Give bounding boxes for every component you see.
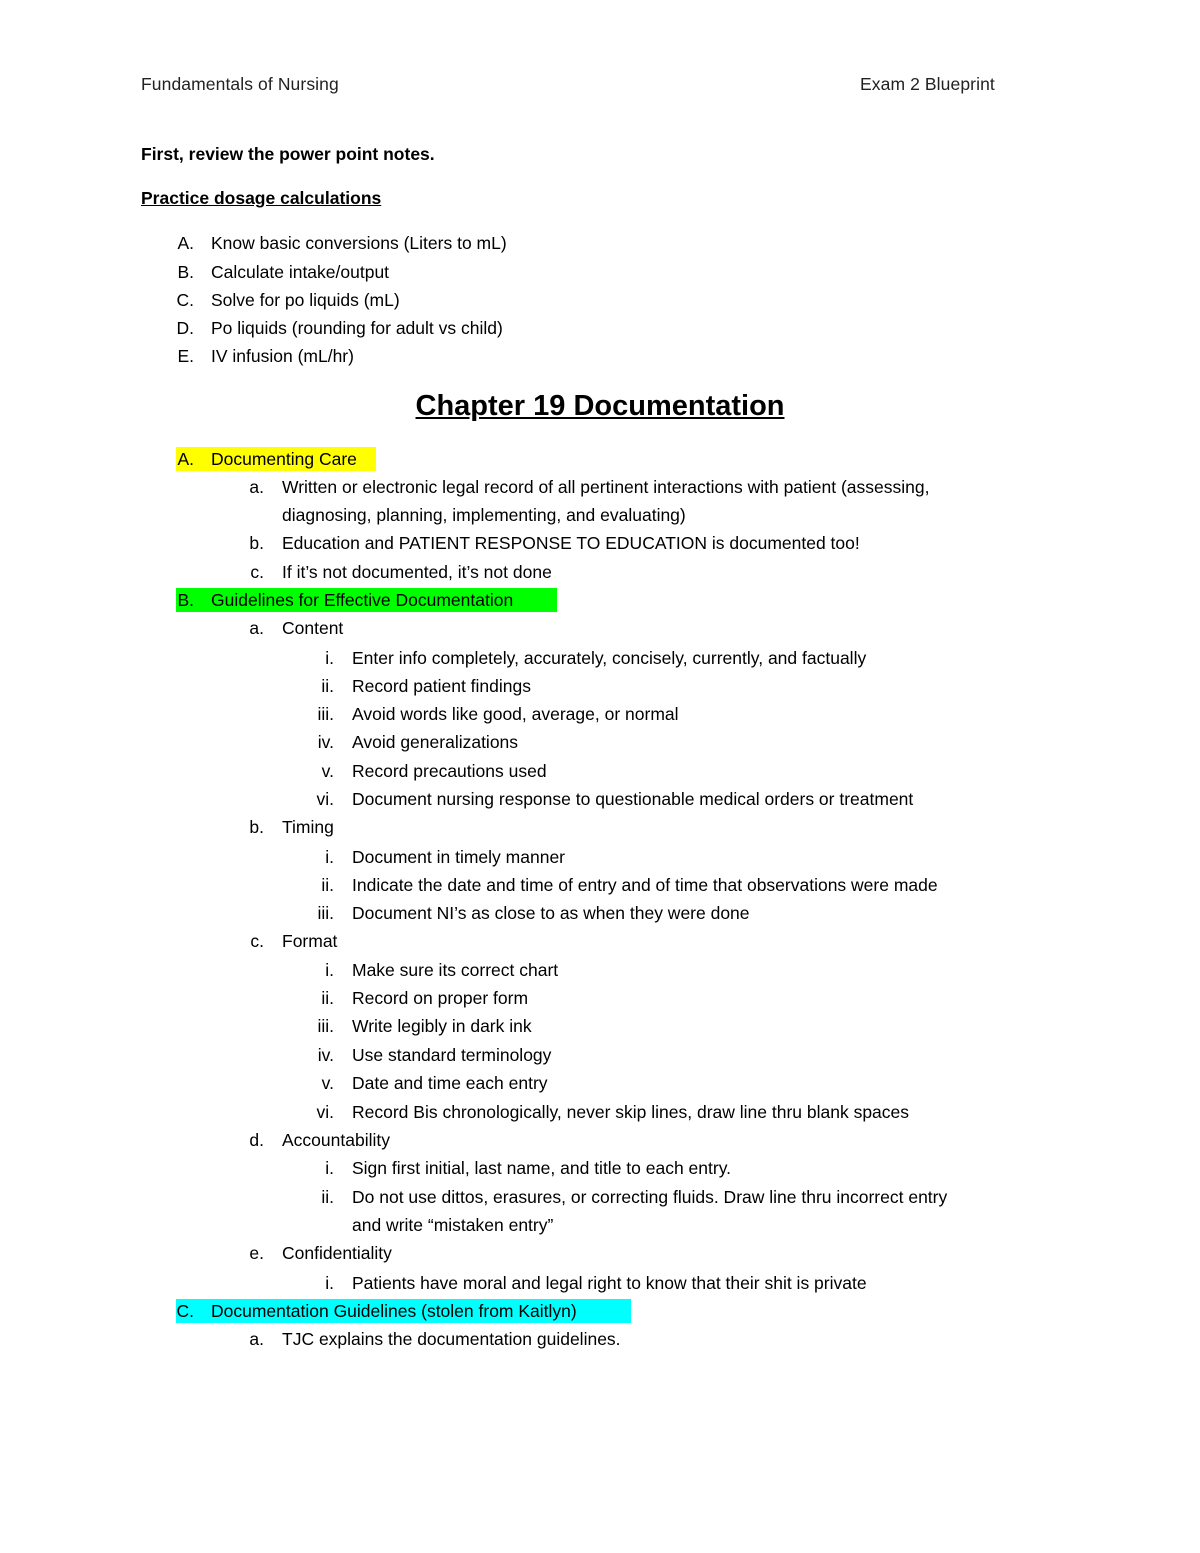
section-marker: B.: [177, 590, 194, 610]
subsection-label: Content: [282, 618, 344, 638]
section-marker: A.: [177, 449, 194, 469]
practice-heading: Practice dosage calculations: [141, 188, 382, 208]
list-marker: iv.: [317, 1045, 334, 1065]
intro-instruction: First, review the power point notes.: [141, 144, 435, 164]
list-marker: ii.: [321, 1187, 334, 1207]
section-title: Documentation Guidelines (stolen from Kaitlyn): [211, 1301, 577, 1321]
list-item-text: Sign first initial, last name, and title to each entry.: [352, 1158, 732, 1178]
list-item-text: If it’s not documented, it’s not done: [282, 562, 552, 582]
list-marker: b.: [249, 533, 264, 553]
list-item-text: Date and time each entry: [352, 1073, 548, 1093]
list-item-text: Avoid words like good, average, or normal: [352, 704, 679, 724]
list-marker: b.: [249, 817, 264, 837]
subsection-label: Accountability: [282, 1130, 390, 1150]
list-item-text: Know basic conversions (Liters to mL): [211, 233, 507, 253]
list-item-text: Record on proper form: [352, 988, 529, 1008]
header-course-title: Fundamentals of Nursing: [141, 74, 339, 94]
list-marker: i.: [325, 1158, 334, 1178]
list-marker: d.: [249, 1130, 264, 1150]
list-item-text: Indicate the date and time of entry and of time that observations were made: [352, 875, 938, 895]
list-marker: vi.: [316, 1102, 334, 1122]
section-title: Guidelines for Effective Documentation: [211, 590, 514, 610]
list-item-text: Use standard terminology: [352, 1045, 552, 1065]
list-marker: B.: [177, 262, 194, 282]
list-marker: iii.: [317, 1016, 334, 1036]
list-item-text: Record Bis chronologically, never skip lines, draw line thru blank spaces: [352, 1102, 910, 1122]
list-item-text: Written or electronic legal record of all pertinent interactions with patient (assessing,: [282, 477, 930, 497]
list-item-text: Po liquids (rounding for adult vs child): [211, 318, 503, 338]
list-marker: C.: [176, 290, 194, 310]
list-marker: a.: [249, 618, 264, 638]
subsection-label: Format: [282, 931, 338, 951]
list-item-text: Avoid generalizations: [352, 732, 519, 752]
list-marker: E.: [177, 346, 194, 366]
list-marker: i.: [325, 1273, 334, 1293]
list-item-text: Document nursing response to questionable medical orders or treatment: [352, 789, 914, 809]
list-item-text: Record patient findings: [352, 676, 531, 696]
list-marker: c.: [250, 562, 264, 582]
list-marker: e.: [249, 1243, 264, 1263]
list-item-text: Make sure its correct chart: [352, 960, 559, 980]
list-marker: iii.: [317, 704, 334, 724]
list-marker: a.: [249, 1329, 264, 1349]
section-marker: C.: [176, 1301, 194, 1321]
list-marker: ii.: [321, 875, 334, 895]
list-item-text: Write legibly in dark ink: [352, 1016, 532, 1036]
section-title: Documenting Care: [211, 449, 357, 469]
list-marker: vi.: [316, 789, 334, 809]
list-marker: v.: [321, 1073, 334, 1093]
list-marker: ii.: [321, 988, 334, 1008]
list-item-text: Education and PATIENT RESPONSE TO EDUCATION is documented too!: [282, 533, 860, 553]
list-marker: c.: [250, 931, 264, 951]
list-item-text: IV infusion (mL/hr): [211, 346, 354, 366]
list-item-text: Document NI’s as close to as when they were done: [352, 903, 750, 923]
list-marker: iii.: [317, 903, 334, 923]
list-marker: A.: [177, 233, 194, 253]
list-marker: iv.: [317, 732, 334, 752]
subsection-label: Confidentiality: [282, 1243, 392, 1263]
list-marker: v.: [321, 761, 334, 781]
list-marker: ii.: [321, 676, 334, 696]
list-marker: D.: [176, 318, 194, 338]
header-exam-title: Exam 2 Blueprint: [860, 74, 995, 94]
list-item-text: diagnosing, planning, implementing, and evaluating): [282, 505, 686, 525]
list-marker: i.: [325, 960, 334, 980]
list-item-text: Do not use dittos, erasures, or correcting fluids. Draw line thru incorrect entry: [352, 1187, 948, 1207]
chapter-title: Chapter 19 Documentation: [415, 390, 785, 422]
list-item-text: TJC explains the documentation guidelines.: [282, 1329, 621, 1349]
list-marker: a.: [249, 477, 264, 497]
list-item-text: Patients have moral and legal right to know that their shit is private: [352, 1273, 867, 1293]
list-marker: i.: [325, 847, 334, 867]
list-item-text: Calculate intake/output: [211, 262, 390, 282]
list-item-text: Enter info completely, accurately, concisely, currently, and factually: [352, 648, 867, 668]
list-item-text: Solve for po liquids (mL): [211, 290, 400, 310]
list-marker: i.: [325, 648, 334, 668]
list-item-text: and write “mistaken entry”: [352, 1215, 554, 1235]
list-item-text: Document in timely manner: [352, 847, 565, 867]
list-item-text: Record precautions used: [352, 761, 547, 781]
subsection-label: Timing: [282, 817, 334, 837]
